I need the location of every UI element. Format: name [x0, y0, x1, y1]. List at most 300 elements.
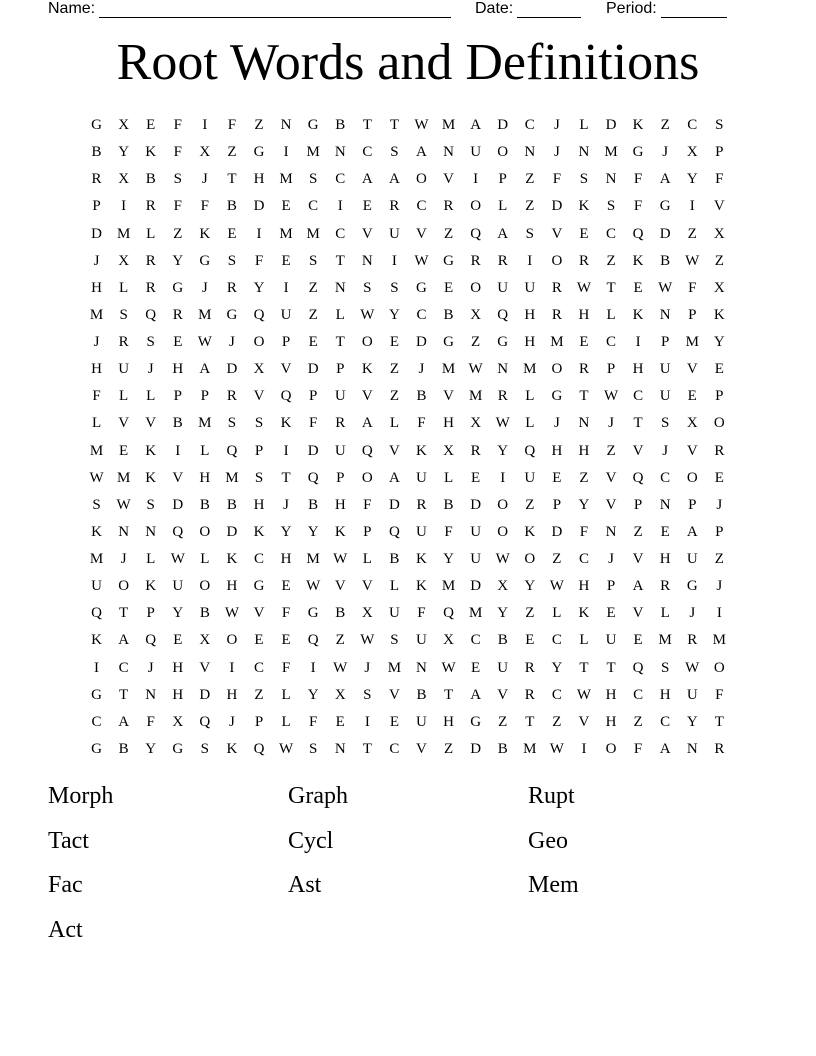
grid-letter[interactable]: U	[497, 659, 509, 676]
grid-letter[interactable]: L	[146, 225, 156, 242]
grid-letter[interactable]: P	[363, 523, 372, 540]
grid-letter[interactable]: L	[552, 605, 562, 622]
grid-letter[interactable]: Q	[632, 225, 644, 242]
grid-letter[interactable]: V	[605, 496, 617, 513]
grid-letter[interactable]: F	[715, 171, 724, 188]
grid-letter[interactable]: D	[199, 686, 211, 703]
grid-letter[interactable]: D	[551, 523, 563, 540]
grid-letter[interactable]: K	[145, 578, 157, 595]
grid-letter[interactable]: L	[443, 469, 454, 486]
grid-letter[interactable]: V	[443, 388, 454, 405]
grid-letter[interactable]: G	[253, 578, 265, 595]
grid-letter[interactable]: V	[632, 442, 644, 459]
grid-letter[interactable]: H	[226, 686, 238, 703]
grid-letter[interactable]: I	[527, 252, 533, 269]
grid-letter[interactable]: M	[306, 225, 320, 242]
grid-letter[interactable]: S	[390, 144, 399, 161]
grid-letter[interactable]: T	[389, 117, 399, 134]
grid-letter[interactable]: S	[308, 252, 318, 269]
grid-letter[interactable]: A	[361, 171, 373, 188]
grid-letter[interactable]: F	[200, 198, 210, 215]
grid-letter[interactable]: J	[147, 361, 154, 378]
grid-letter[interactable]: C	[633, 388, 644, 405]
grid-letter[interactable]: Y	[280, 523, 292, 540]
grid-letter[interactable]: Z	[525, 496, 535, 513]
grid-letter[interactable]: N	[334, 279, 346, 296]
grid-letter[interactable]: I	[391, 252, 397, 269]
grid-letter[interactable]: E	[579, 225, 589, 242]
grid-letter[interactable]: J	[93, 334, 100, 351]
grid-letter[interactable]: L	[119, 388, 129, 405]
grid-letter[interactable]: C	[416, 198, 427, 215]
grid-letter[interactable]: B	[226, 198, 237, 215]
grid-letter[interactable]: K	[91, 523, 102, 540]
grid-letter[interactable]: I	[716, 605, 722, 622]
grid-letter[interactable]: X	[118, 252, 130, 269]
grid-letter[interactable]: Y	[686, 713, 698, 730]
grid-letter[interactable]: S	[715, 117, 724, 134]
grid-letter[interactable]: W	[170, 551, 185, 568]
grid-letter[interactable]: G	[91, 740, 102, 757]
grid-letter[interactable]: J	[716, 496, 723, 513]
grid-letter[interactable]: Z	[498, 713, 508, 730]
grid-letter[interactable]: S	[661, 659, 670, 676]
grid-letter[interactable]: N	[605, 523, 617, 540]
grid-letter[interactable]: X	[199, 632, 211, 649]
grid-letter[interactable]: L	[335, 306, 345, 323]
grid-letter[interactable]: B	[660, 252, 671, 269]
grid-letter[interactable]: Q	[199, 713, 211, 730]
grid-letter[interactable]: D	[226, 523, 238, 540]
grid-letter[interactable]: Q	[145, 632, 157, 649]
grid-letter[interactable]: P	[254, 442, 264, 459]
grid-letter[interactable]: R	[335, 415, 346, 432]
grid-letter[interactable]: K	[334, 523, 346, 540]
grid-letter[interactable]: Y	[253, 279, 265, 296]
grid-letter[interactable]: I	[689, 198, 695, 215]
grid-letter[interactable]: Q	[388, 523, 400, 540]
grid-letter[interactable]: P	[173, 388, 182, 405]
grid-letter[interactable]: P	[661, 334, 670, 351]
grid-letter[interactable]: Q	[253, 740, 265, 757]
grid-letter[interactable]: H	[524, 334, 536, 351]
grid-letter[interactable]: B	[389, 551, 400, 568]
grid-letter[interactable]: C	[118, 659, 129, 676]
grid-letter[interactable]: F	[417, 605, 426, 622]
grid-letter[interactable]: L	[200, 442, 210, 459]
grid-letter[interactable]: C	[389, 740, 400, 757]
grid-letter[interactable]: W	[685, 252, 700, 269]
grid-letter[interactable]: F	[633, 198, 643, 215]
grid-letter[interactable]: S	[661, 415, 670, 432]
grid-letter[interactable]: Q	[497, 306, 509, 323]
grid-letter[interactable]: V	[388, 686, 400, 703]
grid-letter[interactable]: F	[444, 523, 453, 540]
grid-letter[interactable]: C	[470, 632, 481, 649]
grid-letter[interactable]: I	[121, 198, 127, 215]
grid-letter[interactable]: M	[712, 632, 726, 649]
grid-letter[interactable]: S	[200, 740, 210, 757]
grid-letter[interactable]: K	[578, 605, 590, 622]
grid-letter[interactable]: J	[662, 144, 669, 161]
grid-letter[interactable]: L	[200, 551, 210, 568]
grid-letter[interactable]: D	[470, 496, 482, 513]
grid-letter[interactable]: Z	[443, 740, 454, 757]
grid-letter[interactable]: O	[686, 469, 698, 486]
grid-letter[interactable]: D	[605, 117, 617, 134]
grid-letter[interactable]: Z	[308, 306, 318, 323]
grid-letter[interactable]: V	[253, 388, 265, 405]
grid-letter[interactable]: R	[660, 578, 671, 595]
grid-letter[interactable]: P	[308, 388, 318, 405]
grid-letter[interactable]: K	[91, 632, 102, 649]
grid-letter[interactable]: L	[660, 605, 670, 622]
grid-letter[interactable]: Q	[524, 442, 536, 459]
grid-letter[interactable]: S	[579, 171, 589, 188]
grid-letter[interactable]: C	[633, 686, 644, 703]
grid-letter[interactable]: L	[525, 388, 535, 405]
grid-letter[interactable]: E	[687, 388, 697, 405]
grid-letter[interactable]: U	[686, 551, 698, 568]
grid-letter[interactable]: Y	[686, 171, 698, 188]
grid-letter[interactable]: D	[416, 334, 427, 351]
grid-letter[interactable]: R	[578, 361, 589, 378]
grid-letter[interactable]: Z	[254, 686, 264, 703]
grid-letter[interactable]: L	[362, 551, 372, 568]
grid-letter[interactable]: M	[685, 334, 699, 351]
grid-letter[interactable]: P	[688, 496, 697, 513]
grid-letter[interactable]: B	[172, 415, 183, 432]
grid-letter[interactable]: X	[470, 415, 482, 432]
grid-letter[interactable]: A	[361, 415, 373, 432]
grid-letter[interactable]: Z	[552, 713, 562, 730]
grid-letter[interactable]: P	[336, 361, 345, 378]
grid-letter[interactable]: Y	[145, 740, 157, 757]
grid-letter[interactable]: T	[335, 252, 345, 269]
grid-letter[interactable]: W	[333, 551, 348, 568]
grid-letter[interactable]: N	[659, 306, 671, 323]
grid-letter[interactable]: H	[578, 442, 590, 459]
grid-letter[interactable]: C	[335, 225, 346, 242]
grid-letter[interactable]: V	[361, 578, 373, 595]
grid-letter[interactable]: V	[416, 225, 427, 242]
grid-letter[interactable]: B	[335, 117, 346, 134]
grid-letter[interactable]: N	[659, 496, 671, 513]
grid-letter[interactable]: H	[551, 442, 563, 459]
grid-letter[interactable]: U	[659, 388, 671, 405]
grid-letter[interactable]: W	[603, 388, 619, 405]
grid-letter[interactable]: K	[361, 361, 373, 378]
grid-letter[interactable]: Q	[280, 388, 292, 405]
grid-letter[interactable]: D	[388, 496, 400, 513]
grid-letter[interactable]: J	[608, 551, 614, 568]
grid-letter[interactable]: A	[118, 632, 130, 649]
grid-letter[interactable]: O	[361, 469, 373, 486]
grid-letter[interactable]: H	[605, 713, 617, 730]
grid-letter[interactable]: W	[414, 252, 429, 269]
grid-letter[interactable]: Q	[253, 306, 265, 323]
grid-letter[interactable]: J	[553, 117, 560, 134]
grid-letter[interactable]: S	[173, 171, 182, 188]
grid-letter[interactable]: R	[172, 306, 183, 323]
grid-letter[interactable]: D	[470, 740, 482, 757]
grid-letter[interactable]: B	[308, 496, 319, 513]
grid-letter[interactable]: M	[523, 361, 537, 378]
grid-letter[interactable]: R	[91, 171, 102, 188]
grid-letter[interactable]: R	[443, 198, 454, 215]
grid-letter[interactable]: U	[659, 361, 671, 378]
grid-letter[interactable]: J	[553, 144, 560, 161]
grid-letter[interactable]: S	[227, 252, 237, 269]
grid-letter[interactable]: G	[443, 252, 454, 269]
grid-letter[interactable]: Y	[388, 306, 400, 323]
grid-letter[interactable]: O	[524, 551, 536, 568]
grid-letter[interactable]: P	[715, 523, 724, 540]
grid-letter[interactable]: S	[606, 198, 616, 215]
grid-letter[interactable]: M	[198, 415, 212, 432]
grid-letter[interactable]: U	[388, 225, 400, 242]
grid-letter[interactable]: X	[118, 171, 130, 188]
grid-letter[interactable]: S	[390, 632, 399, 649]
grid-letter[interactable]: I	[364, 713, 370, 730]
grid-letter[interactable]: S	[363, 279, 372, 296]
grid-letter[interactable]: O	[497, 144, 509, 161]
grid-letter[interactable]: E	[173, 632, 183, 649]
grid-letter[interactable]: M	[441, 117, 456, 134]
grid-letter[interactable]: U	[686, 686, 698, 703]
grid-letter[interactable]: J	[120, 551, 127, 568]
grid-letter[interactable]: D	[551, 198, 563, 215]
grid-letter[interactable]: K	[416, 551, 427, 568]
grid-letter[interactable]: S	[363, 686, 372, 703]
grid-letter[interactable]: O	[470, 279, 482, 296]
grid-letter[interactable]: P	[336, 469, 345, 486]
grid-letter[interactable]: Y	[497, 605, 509, 622]
grid-letter[interactable]: B	[443, 496, 454, 513]
grid-letter[interactable]: P	[281, 334, 291, 351]
grid-letter[interactable]: P	[92, 198, 101, 215]
grid-letter[interactable]: S	[146, 334, 155, 351]
grid-letter[interactable]: P	[200, 388, 210, 405]
grid-letter[interactable]: Z	[552, 551, 562, 568]
grid-letter[interactable]: Z	[525, 198, 535, 215]
grid-letter[interactable]: S	[308, 740, 318, 757]
grid-letter[interactable]: Z	[633, 713, 643, 730]
grid-letter[interactable]: E	[714, 469, 724, 486]
grid-letter[interactable]: O	[551, 361, 563, 378]
grid-letter[interactable]: O	[199, 523, 211, 540]
grid-letter[interactable]: H	[226, 578, 238, 595]
grid-letter[interactable]: Z	[633, 523, 643, 540]
grid-letter[interactable]: T	[606, 659, 616, 676]
grid-letter[interactable]: C	[551, 686, 562, 703]
grid-letter[interactable]: J	[418, 361, 425, 378]
grid-letter[interactable]: U	[388, 605, 400, 622]
grid-letter[interactable]: W	[549, 740, 564, 757]
grid-letter[interactable]: K	[253, 523, 265, 540]
grid-letter[interactable]: X	[361, 605, 373, 622]
grid-letter[interactable]: C	[254, 551, 265, 568]
grid-letter[interactable]: U	[280, 306, 292, 323]
grid-letter[interactable]: O	[226, 632, 238, 649]
grid-letter[interactable]: F	[227, 117, 237, 134]
grid-letter[interactable]: P	[254, 713, 264, 730]
grid-letter[interactable]: C	[551, 632, 562, 649]
grid-letter[interactable]: Q	[307, 469, 319, 486]
period-field[interactable]	[606, 0, 727, 18]
grid-letter[interactable]: N	[145, 686, 157, 703]
grid-letter[interactable]: Z	[687, 225, 697, 242]
grid-letter[interactable]: T	[362, 117, 372, 134]
grid-letter[interactable]: U	[524, 469, 536, 486]
grid-letter[interactable]: O	[118, 578, 130, 595]
grid-letter[interactable]: O	[416, 171, 427, 188]
grid-letter[interactable]: F	[308, 713, 318, 730]
grid-letter[interactable]: E	[335, 713, 345, 730]
grid-letter[interactable]: O	[253, 334, 265, 351]
grid-letter[interactable]: Q	[443, 605, 454, 622]
grid-letter[interactable]: A	[686, 523, 698, 540]
grid-letter[interactable]: E	[281, 578, 291, 595]
grid-letter[interactable]: P	[715, 388, 724, 405]
grid-letter[interactable]: W	[116, 496, 131, 513]
grid-letter[interactable]: S	[146, 496, 155, 513]
grid-letter[interactable]: A	[388, 469, 400, 486]
grid-letter[interactable]: F	[715, 686, 724, 703]
grid-letter[interactable]: I	[581, 740, 587, 757]
grid-letter[interactable]: V	[416, 740, 427, 757]
grid-letter[interactable]: C	[524, 117, 535, 134]
grid-letter[interactable]: V	[605, 469, 617, 486]
grid-letter[interactable]: Q	[361, 442, 373, 459]
grid-letter[interactable]: E	[443, 279, 454, 296]
grid-letter[interactable]: C	[416, 306, 427, 323]
grid-letter[interactable]: D	[253, 198, 265, 215]
grid-letter[interactable]: K	[416, 578, 427, 595]
grid-letter[interactable]: M	[89, 551, 104, 568]
grid-letter[interactable]: S	[227, 415, 237, 432]
grid-letter[interactable]: H	[172, 361, 184, 378]
grid-letter[interactable]: T	[443, 686, 454, 703]
grid-letter[interactable]: P	[498, 171, 507, 188]
grid-letter[interactable]: Y	[524, 578, 536, 595]
grid-letter[interactable]: H	[199, 469, 211, 486]
grid-letter[interactable]: B	[199, 496, 210, 513]
grid-letter[interactable]: G	[416, 279, 427, 296]
grid-letter[interactable]: K	[578, 198, 590, 215]
grid-letter[interactable]: B	[226, 496, 237, 513]
grid-letter[interactable]: P	[606, 361, 616, 378]
grid-letter[interactable]: G	[307, 117, 319, 134]
grid-letter[interactable]: B	[145, 171, 156, 188]
grid-letter[interactable]: T	[714, 713, 724, 730]
grid-letter[interactable]: L	[579, 117, 589, 134]
grid-letter[interactable]: W	[306, 578, 321, 595]
grid-letter[interactable]: M	[306, 144, 320, 161]
grid-letter[interactable]: C	[660, 469, 671, 486]
grid-letter[interactable]: N	[361, 252, 373, 269]
grid-letter[interactable]: S	[92, 496, 101, 513]
grid-letter[interactable]: C	[308, 198, 319, 215]
grid-letter[interactable]: B	[497, 740, 508, 757]
grid-letter[interactable]: I	[283, 279, 289, 296]
grid-letter[interactable]: U	[605, 632, 617, 649]
grid-letter[interactable]: G	[443, 334, 454, 351]
grid-letter[interactable]: K	[199, 225, 211, 242]
grid-letter[interactable]: Z	[660, 117, 670, 134]
grid-letter[interactable]: N	[578, 144, 590, 161]
grid-letter[interactable]: M	[116, 469, 131, 486]
grid-letter[interactable]: H	[334, 496, 346, 513]
grid-letter[interactable]: T	[606, 279, 616, 296]
grid-letter[interactable]: V	[280, 361, 292, 378]
grid-letter[interactable]: X	[199, 144, 211, 161]
grid-letter[interactable]: I	[175, 442, 181, 459]
grid-letter[interactable]: O	[713, 659, 725, 676]
grid-letter[interactable]: E	[633, 632, 643, 649]
grid-letter[interactable]: Y	[172, 605, 184, 622]
grid-letter[interactable]: M	[550, 334, 564, 351]
grid-letter[interactable]: Q	[632, 469, 644, 486]
grid-letter[interactable]: F	[308, 415, 318, 432]
grid-letter[interactable]: G	[497, 334, 509, 351]
grid-letter[interactable]: O	[361, 334, 373, 351]
grid-letter[interactable]: Q	[632, 659, 644, 676]
grid-letter[interactable]: Y	[497, 442, 509, 459]
grid-letter[interactable]: I	[500, 469, 506, 486]
grid-letter[interactable]: H	[280, 551, 292, 568]
grid-letter[interactable]: R	[470, 442, 481, 459]
grid-letter[interactable]: J	[93, 252, 100, 269]
grid-letter[interactable]: A	[497, 225, 509, 242]
grid-letter[interactable]: Z	[443, 225, 454, 242]
grid-letter[interactable]: R	[524, 659, 535, 676]
grid-letter[interactable]: D	[307, 361, 319, 378]
grid-letter[interactable]: H	[172, 686, 184, 703]
grid-letter[interactable]: N	[605, 171, 617, 188]
grid-letter[interactable]: I	[256, 225, 262, 242]
grid-letter[interactable]: L	[91, 415, 102, 432]
grid-letter[interactable]: B	[497, 632, 508, 649]
grid-letter[interactable]: G	[172, 740, 184, 757]
grid-letter[interactable]: W	[576, 279, 592, 296]
grid-letter[interactable]: O	[497, 496, 509, 513]
grid-letter[interactable]: F	[552, 171, 562, 188]
grid-letter[interactable]: E	[579, 334, 589, 351]
grid-letter[interactable]: E	[552, 469, 562, 486]
grid-letter[interactable]: X	[443, 632, 454, 649]
grid-letter[interactable]: W	[576, 686, 592, 703]
grid-letter[interactable]: I	[283, 442, 289, 459]
grid-letter[interactable]: X	[470, 306, 482, 323]
grid-letter[interactable]: E	[471, 659, 481, 676]
grid-letter[interactable]: M	[604, 144, 618, 161]
grid-letter[interactable]: K	[632, 252, 644, 269]
grid-letter[interactable]: L	[579, 632, 589, 649]
grid-letter[interactable]: W	[89, 469, 104, 486]
grid-letter[interactable]: E	[389, 334, 399, 351]
grid-letter[interactable]: H	[578, 578, 590, 595]
grid-letter[interactable]: E	[308, 334, 318, 351]
grid-letter[interactable]: Z	[606, 442, 616, 459]
grid-letter[interactable]: X	[443, 442, 454, 459]
grid-letter[interactable]: R	[389, 198, 400, 215]
grid-letter[interactable]: R	[551, 279, 562, 296]
grid-letter[interactable]: B	[416, 686, 427, 703]
grid-letter[interactable]: M	[89, 442, 104, 459]
grid-letter[interactable]: M	[441, 361, 456, 378]
grid-letter[interactable]: R	[551, 306, 562, 323]
